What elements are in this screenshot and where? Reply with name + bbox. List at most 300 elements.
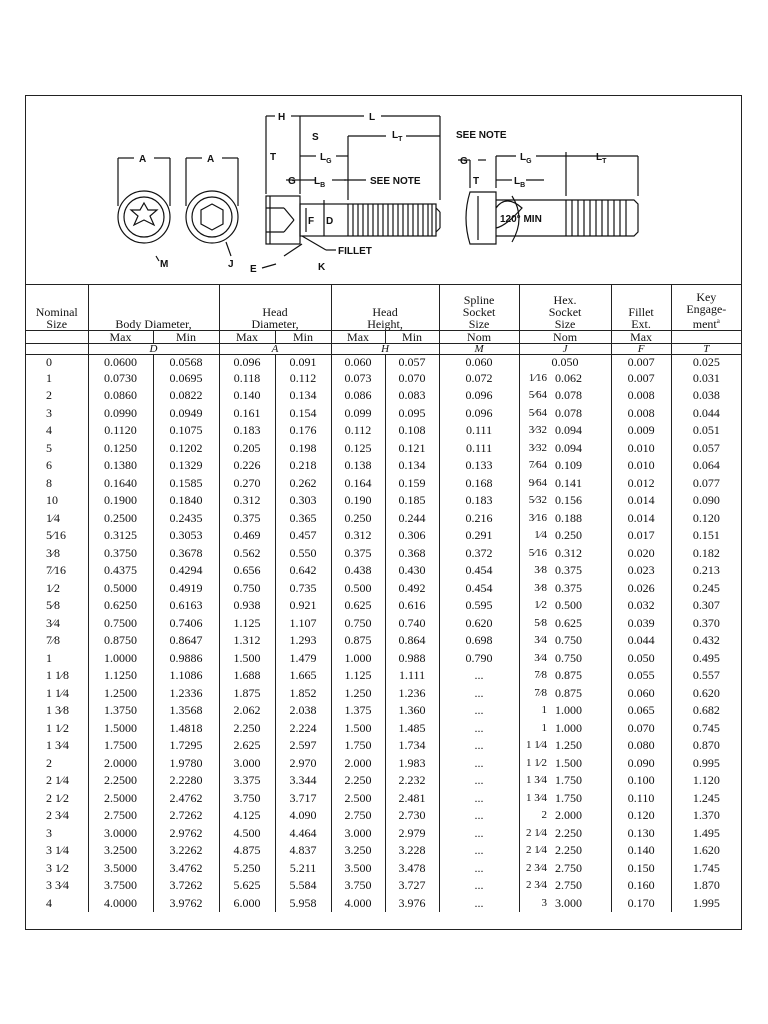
- cell-hmin: 0.057: [385, 355, 439, 370]
- cell-f: 0.150: [611, 859, 671, 877]
- cell-amin: 0.457: [275, 527, 331, 545]
- cell-amax: 4.125: [219, 807, 275, 825]
- table-body: [26, 355, 741, 912]
- cell-size: 1 1⁄4: [26, 684, 88, 702]
- cell-dmin: 0.7406: [153, 614, 219, 632]
- cell-amax: 0.140: [219, 387, 275, 405]
- sub-header-min: Min: [275, 331, 331, 344]
- cell-f: 0.026: [611, 579, 671, 597]
- sub-header-min: Min: [385, 331, 439, 344]
- cell-f: 0.044: [611, 632, 671, 650]
- cell-t: 0.620: [692, 685, 720, 700]
- sub-header-nom: Nom: [519, 331, 611, 344]
- cell-hmax: 0.625: [331, 597, 385, 615]
- table-row: [26, 355, 741, 370]
- cell-dmax: 0.8750: [88, 632, 153, 650]
- cell-dmax: 0.1900: [88, 492, 153, 510]
- cell-amin: 1.293: [275, 632, 331, 650]
- cell-m: ...: [439, 894, 519, 912]
- cell-jd: 1.250: [551, 737, 611, 755]
- cell-hmax: 1.250: [331, 684, 385, 702]
- cell-size: 7⁄8: [26, 632, 88, 650]
- cell-hmin: 0.108: [385, 422, 439, 440]
- cell-amax: 6.000: [219, 894, 275, 912]
- cell-amax: 1.312: [219, 632, 275, 650]
- cell-jd: 0.141: [551, 474, 611, 492]
- cell-jd: 0.156: [551, 492, 611, 510]
- table-row: [26, 702, 741, 720]
- symbol-T: T: [671, 344, 741, 355]
- cell-hmin: 0.095: [385, 404, 439, 422]
- label-T-right: T: [473, 176, 480, 187]
- header-hex-socket-size: Hex. Socket Size: [519, 284, 611, 331]
- cell-dmax: 1.5000: [88, 719, 153, 737]
- cell-t: 0.370: [692, 615, 720, 630]
- cell-jd: 1.750: [551, 789, 611, 807]
- cell-size: 5⁄16: [26, 527, 88, 545]
- cell-jf: 3⁄16: [528, 511, 548, 524]
- cell-f: 0.010: [611, 439, 671, 457]
- cell-jd: 0.062: [551, 369, 611, 387]
- cell-amin: 1.107: [275, 614, 331, 632]
- cell-m: 0.168: [439, 474, 519, 492]
- cell-size: 3⁄8: [26, 544, 88, 562]
- cell-amax: 5.625: [219, 877, 275, 895]
- cell-hmin: 0.492: [385, 579, 439, 597]
- cell-f: 0.010: [611, 457, 671, 475]
- cell-hmin: 3.976: [385, 894, 439, 912]
- cell-hmax: 3.500: [331, 859, 385, 877]
- cell-hmax: 3.750: [331, 877, 385, 895]
- cell-t: 0.025: [692, 355, 720, 369]
- cell-hmax: 0.138: [331, 457, 385, 475]
- symbol-D: D: [88, 344, 219, 355]
- cell-dmin: 0.4919: [153, 579, 219, 597]
- cell-f: 0.014: [611, 492, 671, 510]
- cell-amax: 0.562: [219, 544, 275, 562]
- cell-f: 0.110: [611, 789, 671, 807]
- cell-amax: 1.500: [219, 649, 275, 667]
- cell-dmax: 3.0000: [88, 824, 153, 842]
- cell-f: 0.008: [611, 387, 671, 405]
- cell-size: 7⁄16: [26, 562, 88, 580]
- cell-jd: 0.078: [551, 387, 611, 405]
- cell-amin: 0.112: [275, 369, 331, 387]
- label-LB-right: $L_B$: [514, 176, 526, 189]
- cell-dmax: 0.0730: [88, 369, 153, 387]
- cell-jf: 7⁄8: [534, 669, 548, 682]
- cell-hmax: 0.190: [331, 492, 385, 510]
- label-A-1: A: [139, 154, 147, 165]
- cell-hmax: 2.500: [331, 789, 385, 807]
- cell-jf: 7⁄8: [534, 686, 548, 699]
- cell-jf: 2 1⁄4: [525, 844, 548, 857]
- cell-hmin: 3.727: [385, 877, 439, 895]
- cell-hmin: 1.236: [385, 684, 439, 702]
- cell-jf: 1⁄2: [534, 599, 548, 612]
- cell-size: 5⁄8: [26, 597, 88, 615]
- cell-jf: 5⁄64: [528, 406, 548, 419]
- symbol-F: F: [611, 344, 671, 355]
- cell-dmax: 1.1250: [88, 667, 153, 685]
- cell-amin: 1.479: [275, 649, 331, 667]
- table-row: [26, 509, 741, 527]
- cell-amin: 0.218: [275, 457, 331, 475]
- cell-jf: 5⁄16: [528, 546, 548, 559]
- cell-jf: 2 1⁄4: [525, 826, 548, 839]
- cell-jd: 0.312: [551, 544, 611, 562]
- table-row: [26, 527, 741, 545]
- cell-hmax: 0.375: [331, 544, 385, 562]
- cell-jd: 1.000: [551, 702, 611, 720]
- sub-header-max: Max: [219, 331, 275, 344]
- cell-m: ...: [439, 859, 519, 877]
- cell-jd: 3.000: [551, 894, 611, 912]
- cell-hmax: 0.086: [331, 387, 385, 405]
- cell-f: 0.120: [611, 807, 671, 825]
- cell-t: 0.044: [692, 405, 720, 420]
- cell-jd: 0.250: [551, 527, 611, 545]
- cell-t: 0.151: [692, 528, 720, 543]
- cell-jd: 0.188: [551, 509, 611, 527]
- cell-amin: 0.176: [275, 422, 331, 440]
- cell-dmax: 4.0000: [88, 894, 153, 912]
- cell-jd: 0.625: [551, 614, 611, 632]
- table-row: [26, 387, 741, 405]
- cell-hmin: 0.430: [385, 562, 439, 580]
- cell-hmin: 0.864: [385, 632, 439, 650]
- table-row: [26, 562, 741, 580]
- cell-size: 2: [26, 387, 88, 405]
- cell-jf: 2: [541, 809, 548, 822]
- cell-amax: 0.226: [219, 457, 275, 475]
- label-LG: $L_G$: [320, 152, 332, 165]
- cell-m: 0.372: [439, 544, 519, 562]
- cell-dmin: 0.1329: [153, 457, 219, 475]
- cell-size: 2 3⁄4: [26, 807, 88, 825]
- cell-jd: 0.375: [551, 579, 611, 597]
- cell-dmax: 0.6250: [88, 597, 153, 615]
- label-see-note-1: SEE NOTE: [456, 130, 507, 141]
- table-row: [26, 614, 741, 632]
- cell-dmin: 0.1585: [153, 474, 219, 492]
- cell-size: 5: [26, 439, 88, 457]
- cell-hmin: 1.111: [385, 667, 439, 685]
- cell-m: 0.620: [439, 614, 519, 632]
- label-J: J: [228, 259, 234, 270]
- cell-size: 2 1⁄4: [26, 772, 88, 790]
- cell-hmin: 0.070: [385, 369, 439, 387]
- header-spline-socket-size: Spline Socket Size: [439, 284, 519, 331]
- cell-f: 0.009: [611, 422, 671, 440]
- cell-hmin: 2.979: [385, 824, 439, 842]
- cell-jd: 2.750: [551, 859, 611, 877]
- cell-t: 0.213: [692, 563, 720, 578]
- cell-dmin: 0.3678: [153, 544, 219, 562]
- sub-header-nom: Nom: [439, 331, 519, 344]
- cell-jf: 1⁄16: [528, 371, 548, 384]
- cell-size: 2: [26, 754, 88, 772]
- cell-m: ...: [439, 719, 519, 737]
- cell-jf: 5⁄64: [528, 389, 548, 402]
- cell-dmin: 1.4818: [153, 719, 219, 737]
- table-row: [26, 859, 741, 877]
- table-row: [26, 632, 741, 650]
- cell-jf: 9⁄64: [528, 476, 548, 489]
- cell-hmax: 0.312: [331, 527, 385, 545]
- sub-header-max: Max: [331, 331, 385, 344]
- cell-hmax: 1.500: [331, 719, 385, 737]
- cell-jd: 0.078: [551, 404, 611, 422]
- table-row: [26, 474, 741, 492]
- cell-amin: 5.211: [275, 859, 331, 877]
- cell-t: 1.620: [692, 843, 720, 858]
- cell-f: 0.170: [611, 894, 671, 912]
- cell-dmax: 0.5000: [88, 579, 153, 597]
- cell-hmax: 1.125: [331, 667, 385, 685]
- cell-dmax: 0.2500: [88, 509, 153, 527]
- cell-hmin: 2.481: [385, 789, 439, 807]
- cell-dmin: 1.7295: [153, 737, 219, 755]
- cell-jf: 3⁄32: [528, 441, 548, 454]
- cell-jf: 5⁄8: [534, 616, 548, 629]
- table-row: [26, 824, 741, 842]
- cell-m: ...: [439, 772, 519, 790]
- cell-dmax: 3.7500: [88, 877, 153, 895]
- cell-f: 0.032: [611, 597, 671, 615]
- label-D: D: [326, 216, 334, 227]
- header-fillet-ext: Fillet Ext.: [611, 284, 671, 331]
- cell-jf: 3⁄4: [534, 634, 548, 647]
- cell-t: 0.245: [692, 580, 720, 595]
- cell-dmin: 1.1086: [153, 667, 219, 685]
- cell-amin: 3.344: [275, 772, 331, 790]
- cell-amin: 2.038: [275, 702, 331, 720]
- cell-dmax: 0.0600: [88, 355, 153, 370]
- cell-t: 0.057: [692, 440, 720, 455]
- cell-amax: 0.161: [219, 404, 275, 422]
- hex-socket-icon: [201, 204, 223, 230]
- cell-jd: 0.750: [551, 649, 611, 667]
- cell-size: 2 1⁄2: [26, 789, 88, 807]
- cell-t: 0.432: [692, 633, 720, 648]
- cell-dmax: 0.1250: [88, 439, 153, 457]
- cell-dmin: 2.2280: [153, 772, 219, 790]
- cell-hmin: 3.478: [385, 859, 439, 877]
- screw-head-side: [266, 196, 300, 244]
- cell-jf: 7⁄64: [528, 459, 548, 472]
- cell-dmax: 2.0000: [88, 754, 153, 772]
- cell-amin: 2.224: [275, 719, 331, 737]
- cell-t: 0.182: [692, 545, 720, 560]
- cell-dmin: 1.9780: [153, 754, 219, 772]
- cell-f: 0.065: [611, 702, 671, 720]
- cell-dmax: 0.1380: [88, 457, 153, 475]
- cell-dmin: 0.1202: [153, 439, 219, 457]
- cell-jf: 1 3⁄4: [525, 774, 548, 787]
- cell-hmax: 0.500: [331, 579, 385, 597]
- cell-hmax: 0.112: [331, 422, 385, 440]
- cell-dmin: 0.1840: [153, 492, 219, 510]
- cell-f: 0.008: [611, 404, 671, 422]
- cell-amax: 0.750: [219, 579, 275, 597]
- cell-jd: 1.500: [551, 754, 611, 772]
- cell-dmin: 3.2262: [153, 842, 219, 860]
- cell-size: 1⁄2: [26, 579, 88, 597]
- cell-amax: 3.000: [219, 754, 275, 772]
- cell-amax: 0.656: [219, 562, 275, 580]
- header-body-diameter: Body Diameter,: [88, 284, 219, 331]
- label-angle: 120° MIN: [500, 214, 542, 225]
- cell-amin: 1.665: [275, 667, 331, 685]
- label-L: L: [369, 112, 376, 123]
- symbol-M: M: [439, 344, 519, 355]
- cell-hmax: 3.000: [331, 824, 385, 842]
- table-row: [26, 404, 741, 422]
- cell-m: 0.111: [439, 439, 519, 457]
- cell-amin: 2.597: [275, 737, 331, 755]
- cell-t: 1.995: [692, 895, 720, 910]
- cell-dmin: 3.7262: [153, 877, 219, 895]
- cell-dmax: 1.0000: [88, 649, 153, 667]
- table-row: [26, 439, 741, 457]
- cell-jf: 3: [541, 896, 548, 909]
- cell-t: 0.090: [692, 493, 720, 508]
- cell-dmin: 0.8647: [153, 632, 219, 650]
- cell-m: ...: [439, 877, 519, 895]
- cell-f: 0.014: [611, 509, 671, 527]
- cell-dmax: 1.2500: [88, 684, 153, 702]
- table-row: [26, 667, 741, 685]
- cell-hmin: 0.988: [385, 649, 439, 667]
- cell-dmax: 2.5000: [88, 789, 153, 807]
- table-row: [26, 772, 741, 790]
- cell-t: 1.245: [692, 790, 720, 805]
- sub-header-max: Max: [611, 331, 671, 344]
- cell-dmin: 0.6163: [153, 597, 219, 615]
- cell-amax: 0.118: [219, 369, 275, 387]
- cell-f: 0.090: [611, 754, 671, 772]
- dimension-table: [26, 284, 741, 912]
- cell-dmin: 1.2336: [153, 684, 219, 702]
- cell-jd: 2.250: [551, 824, 611, 842]
- cell-f: 0.023: [611, 562, 671, 580]
- table-row: [26, 719, 741, 737]
- cell-hmin: 0.244: [385, 509, 439, 527]
- label-K: K: [318, 262, 326, 273]
- cell-amin: 0.134: [275, 387, 331, 405]
- cell-t: 0.077: [692, 475, 720, 490]
- cell-dmax: 0.1640: [88, 474, 153, 492]
- cell-dmin: 3.9762: [153, 894, 219, 912]
- cell-dmax: 2.2500: [88, 772, 153, 790]
- cell-hmax: 2.000: [331, 754, 385, 772]
- cell-amin: 0.154: [275, 404, 331, 422]
- cell-size: 3⁄4: [26, 614, 88, 632]
- cell-size: 3: [26, 404, 88, 422]
- cell-f: 0.060: [611, 684, 671, 702]
- cell-hmin: 1.983: [385, 754, 439, 772]
- table-row: [26, 649, 741, 667]
- cell-size: 1 1⁄8: [26, 667, 88, 685]
- cell-dmin: 1.3568: [153, 702, 219, 720]
- cell-hmax: 0.750: [331, 614, 385, 632]
- cell-hmin: 0.306: [385, 527, 439, 545]
- cell-hmin: 0.740: [385, 614, 439, 632]
- cell-size: 4: [26, 422, 88, 440]
- cell-m: 0.698: [439, 632, 519, 650]
- cell-dmax: 3.5000: [88, 859, 153, 877]
- cell-hmax: 2.750: [331, 807, 385, 825]
- cell-t: 0.870: [692, 738, 720, 753]
- cell-hmin: 2.232: [385, 772, 439, 790]
- cell-jd: 0.875: [551, 667, 611, 685]
- cell-hmax: 2.250: [331, 772, 385, 790]
- spline-end-view-outer: [118, 191, 170, 243]
- cell-amin: 3.717: [275, 789, 331, 807]
- cell-amax: 2.625: [219, 737, 275, 755]
- cell-size: 3 1⁄4: [26, 842, 88, 860]
- cell-t: 0.038: [692, 388, 720, 403]
- cell-size: 1: [26, 649, 88, 667]
- cell-amin: 0.091: [275, 355, 331, 370]
- symbol-H: H: [331, 344, 439, 355]
- cell-hmax: 0.125: [331, 439, 385, 457]
- cell-m: ...: [439, 789, 519, 807]
- cell-jd: 1.000: [551, 719, 611, 737]
- cell-dmax: 0.0860: [88, 387, 153, 405]
- screw-head-right-view: [466, 192, 496, 244]
- cell-dmax: 0.3750: [88, 544, 153, 562]
- cell-m: ...: [439, 667, 519, 685]
- cell-t: 0.682: [692, 703, 720, 718]
- cell-jd: 2.000: [551, 807, 611, 825]
- cell-t: 0.064: [692, 458, 720, 473]
- table-row: [26, 842, 741, 860]
- cell-size: 1: [26, 369, 88, 387]
- cell-hmax: 0.875: [331, 632, 385, 650]
- cell-amax: 0.469: [219, 527, 275, 545]
- cell-size: 0: [26, 355, 88, 370]
- cell-amax: 1.875: [219, 684, 275, 702]
- sub-header-max: Max: [88, 331, 153, 344]
- cell-t: 0.307: [692, 598, 720, 613]
- cell-t: 1.120: [692, 773, 720, 788]
- cell-hmax: 1.750: [331, 737, 385, 755]
- cell-size: 4: [26, 894, 88, 912]
- cell-jd: 0.050: [519, 355, 611, 370]
- cell-m: 0.183: [439, 492, 519, 510]
- table-row: [26, 789, 741, 807]
- spline-socket-icon: [131, 203, 157, 225]
- cell-dmin: 0.0822: [153, 387, 219, 405]
- symbol-J: J: [519, 344, 611, 355]
- cell-size: 1 1⁄2: [26, 719, 88, 737]
- cell-m: 0.111: [439, 422, 519, 440]
- cell-dmin: 0.2435: [153, 509, 219, 527]
- cell-f: 0.017: [611, 527, 671, 545]
- label-A-2: A: [207, 154, 215, 165]
- cell-amax: 4.500: [219, 824, 275, 842]
- table-row: [26, 684, 741, 702]
- cell-amax: 0.205: [219, 439, 275, 457]
- cell-amax: 0.375: [219, 509, 275, 527]
- cell-jd: 0.094: [551, 422, 611, 440]
- cell-amin: 0.642: [275, 562, 331, 580]
- cell-dmax: 0.4375: [88, 562, 153, 580]
- table-row: [26, 369, 741, 387]
- cell-size: 1⁄4: [26, 509, 88, 527]
